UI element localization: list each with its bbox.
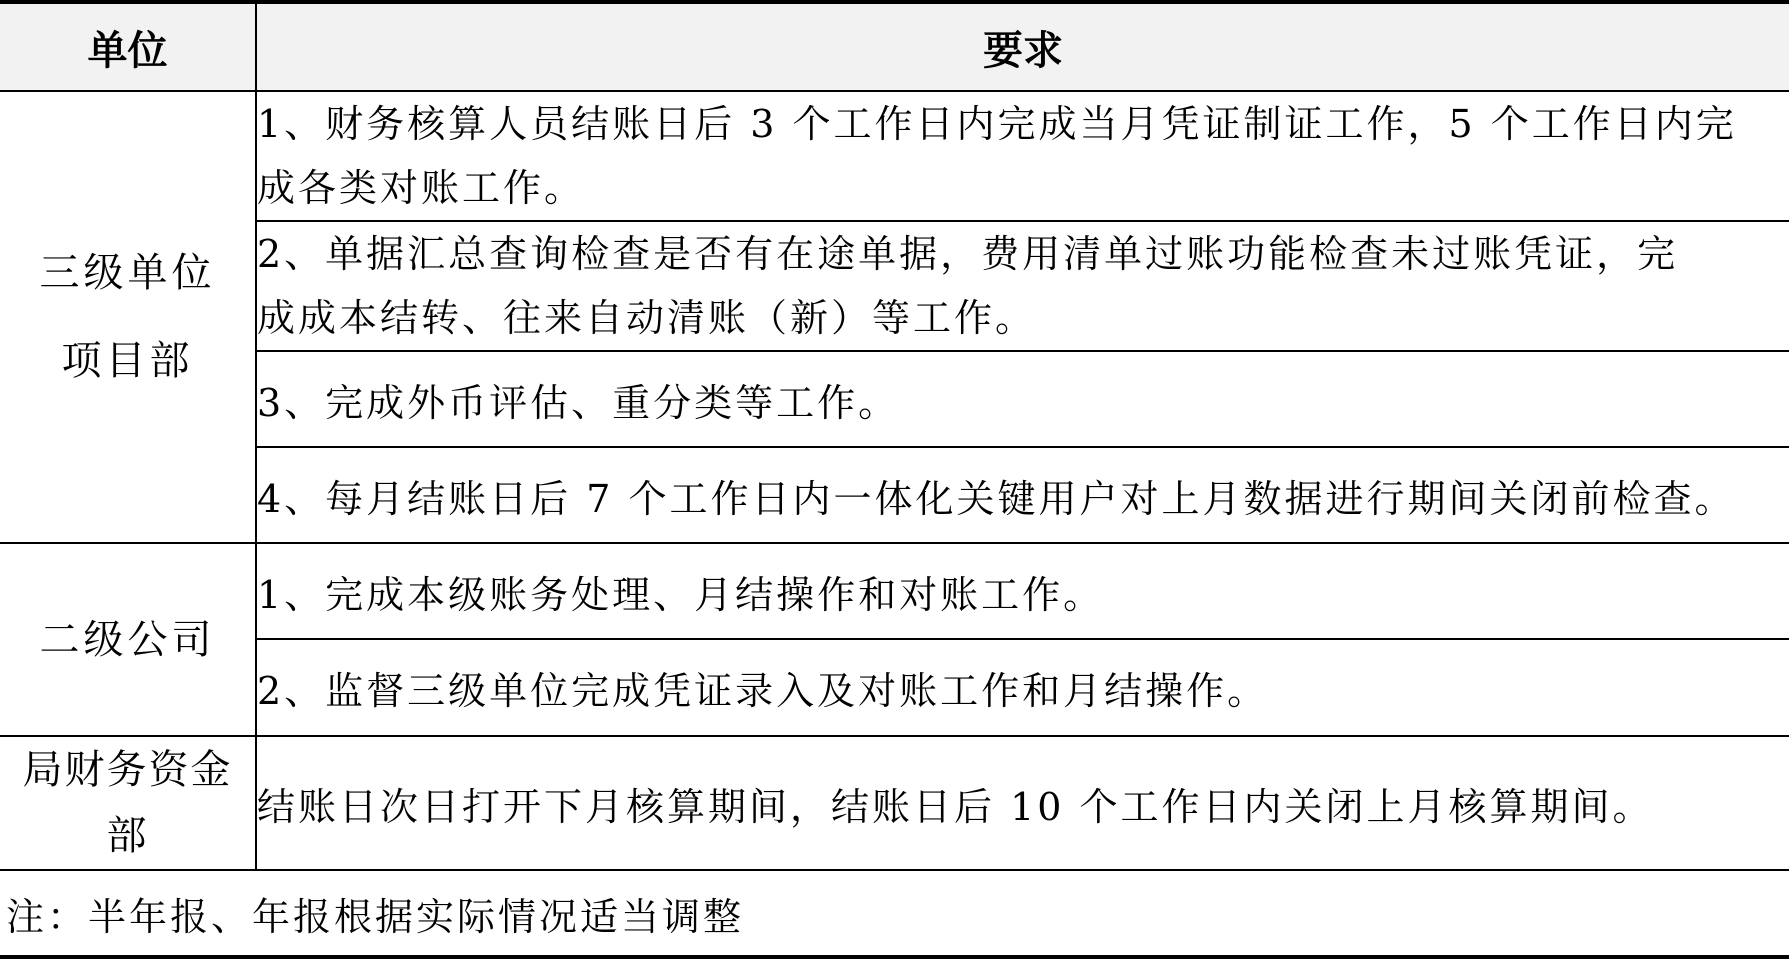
requirement-cell: [256, 221, 1789, 351]
unit-cell-bureau: [0, 736, 256, 870]
note-row: [0, 870, 1789, 957]
table-row: [0, 221, 1789, 351]
table-row: [0, 543, 1789, 639]
requirement-cell: [256, 91, 1789, 221]
unit-label-line: 项目部: [61, 338, 194, 384]
requirement-cell: 4、每月结账日后 7 个工作日内一体化关键用户对上月数据进行期间关闭前检查。: [256, 447, 1789, 543]
unit-column-header: 单位: [0, 2, 256, 91]
table-row: [0, 91, 1789, 221]
unit-cell-third-level: [0, 91, 256, 543]
unit-label-line: 三级单位: [39, 250, 216, 296]
requirement-text: 1、财务核算人员结账日后 3 个工作日内完成当月凭证制证工作，5 个工作日内完: [257, 102, 1737, 146]
table-row: [0, 447, 1789, 543]
requirement-cell: 1、完成本级账务处理、月结操作和对账工作。: [256, 543, 1789, 639]
requirement-cell: 3、完成外币评估、重分类等工作。: [256, 351, 1789, 447]
unit-label-line: 局财务资金: [22, 747, 233, 793]
requirement-text: 2、单据汇总查询检查是否有在途单据，费用清单过账功能检查未过账凭证，完: [257, 232, 1679, 276]
table-note: 注：半年报、年报根据实际情况适当调整: [0, 870, 1789, 957]
requirement-cell: 结账日次日打开下月核算期间，结账日后 10 个工作日内关闭上月核算期间。: [256, 736, 1789, 870]
unit-label-line: 二级公司: [39, 616, 216, 663]
requirement-column-header: 要求: [256, 2, 1789, 91]
requirement-text: 成各类对账工作。: [257, 166, 586, 210]
table-row: [0, 351, 1789, 447]
requirement-cell: 2、监督三级单位完成凭证录入及对账工作和月结操作。: [256, 639, 1789, 736]
unit-label-line: 部: [106, 813, 149, 859]
table-row: [0, 639, 1789, 736]
table-row: [0, 736, 1789, 870]
requirement-text: 成成本结转、往来自动清账（新）等工作。: [257, 296, 1037, 340]
unit-cell-second-level: [0, 543, 256, 736]
table-header-row: [0, 2, 1789, 91]
